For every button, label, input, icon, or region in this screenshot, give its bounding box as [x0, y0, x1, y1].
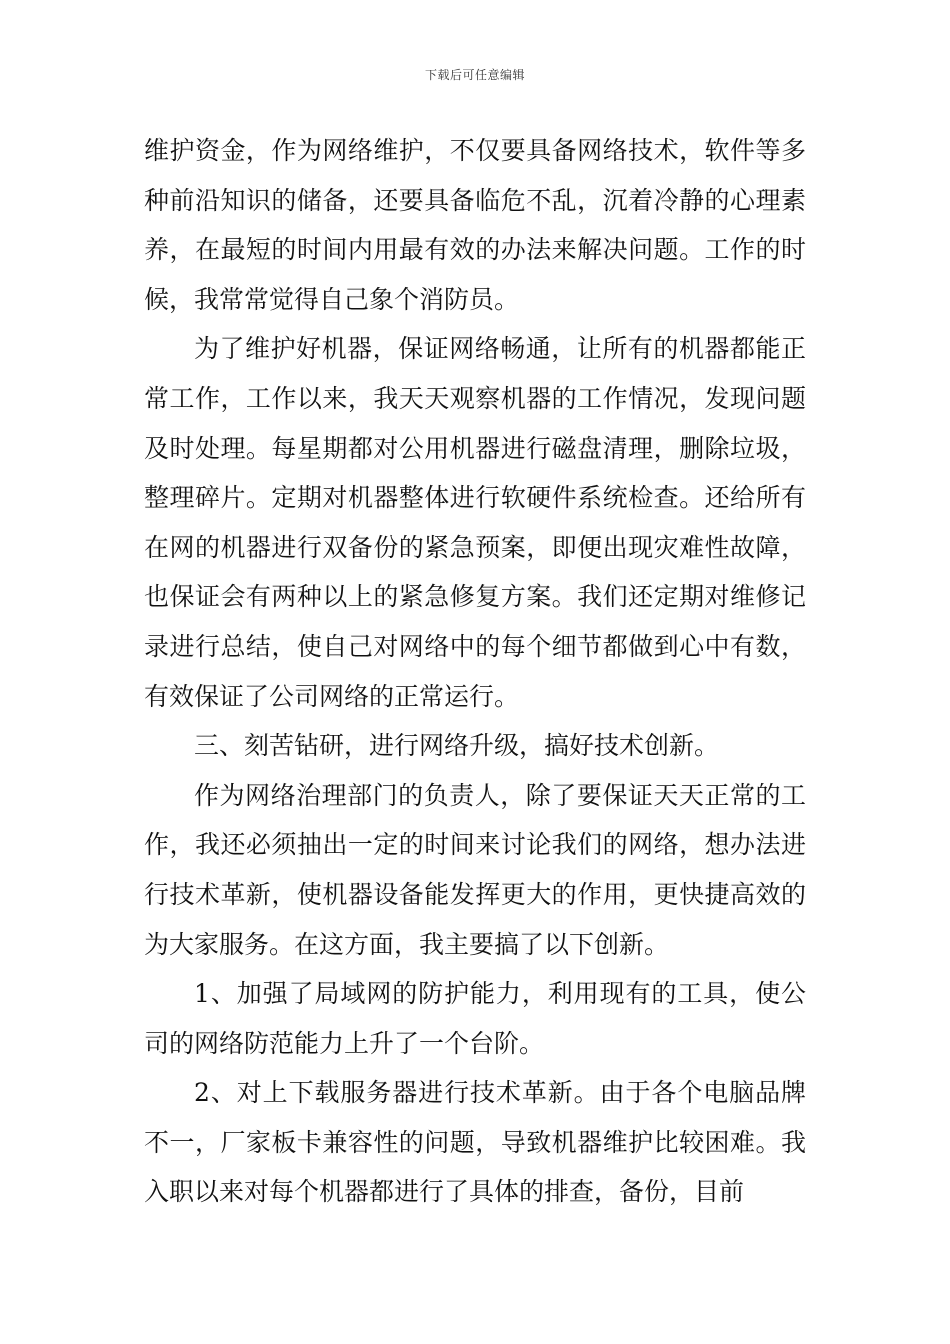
- document-body: [144, 126, 806, 1217]
- page-header: 下载后可任意编辑: [424, 68, 525, 82]
- paragraph-innovation-intro: 作为网络治理部门的负责人，除了要保证天天正常的工作，我还必须抽出一定的时间来讨论我们的网络，想办法进行技术革新，使机器设备能发挥更大的作用，更快捷高效的为大家服务。在这方面，我主要搞了以下创新。: [144, 780, 806, 959]
- paragraph-continuation: 维护资金，作为网络维护，不仅要具备网络技术，软件等多种前沿知识的储备，还要具备临危不乱，沉着冷静的心理素养，在最短的时间内用最有效的办法来解决问题。工作的时候，我常常觉得自己象个消防员。: [144, 136, 806, 314]
- list-item-2: 2、对上下载服务器进行技术革新。由于各个电脑品牌不一，厂家板卡兼容性的问题，导致机器维护比较困难。我入职以来对每个机器都进行了具体的排查，备份，目前: [144, 1078, 806, 1207]
- section-heading-3: 三、刻苦钻研，进行网络升级，搞好技术创新。: [194, 731, 720, 761]
- list-item-1: 1、加强了局域网的防护能力，利用现有的工具，使公司的网络防范能力上升了一个台阶。: [144, 979, 806, 1058]
- paragraph-maintenance: 为了维护好机器，保证网络畅通，让所有的机器都能正常工作，工作以来，我天天观察机器的工作情况，发现问题及时处理。每星期都对公用机器进行磁盘清理，删除垃圾，整理碎片。定期对机器整体进行软硬件系统检查。还给所有在网的机器进行双备份的紧急预案，即便出现灾难性故障，也保证会有两种以上的紧急修复方案。我们还定期对维修记录进行总结，使自己对网络中的每个细节都做到心中有数，有效保证了公司网络的正常运行。: [144, 334, 806, 711]
